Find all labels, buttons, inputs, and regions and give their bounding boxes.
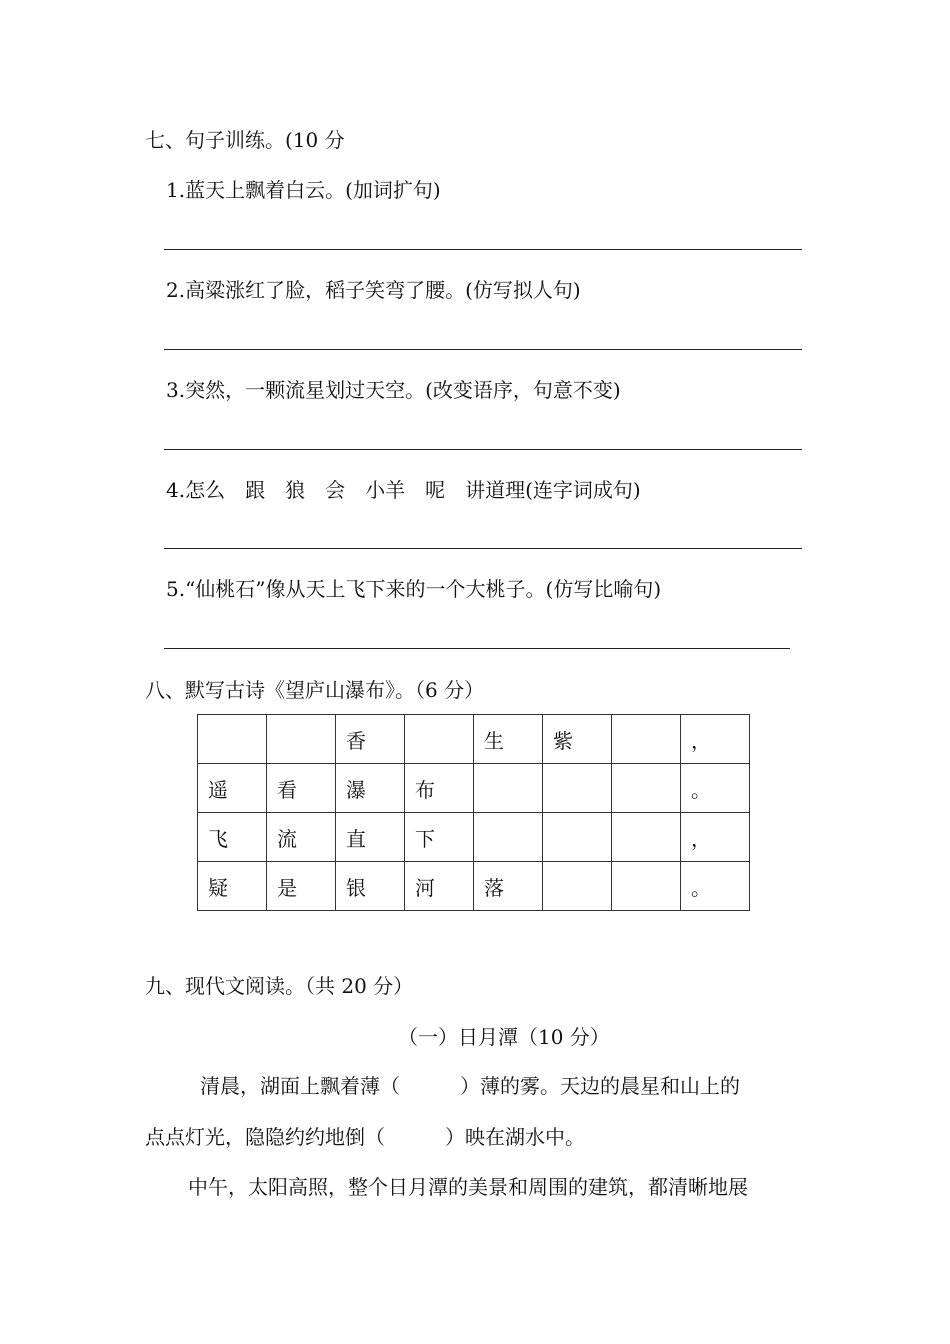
poem-cell: 银: [336, 862, 405, 911]
poem-cell: 直: [336, 813, 405, 862]
passage-paragraph-1-line-1: 清晨，湖面上飘着薄（ ）薄的雾。天边的晨星和山上的: [200, 1074, 740, 1098]
poem-cell: 是: [267, 862, 336, 911]
poem-cell[interactable]: [543, 764, 612, 813]
poem-cell[interactable]: [543, 813, 612, 862]
poem-cell: 遥: [198, 764, 267, 813]
poem-cell: 河: [405, 862, 474, 911]
passage-paragraph-2-line-1: 中午，太阳高照，整个日月潭的美景和周围的建筑，都清晰地展: [188, 1175, 748, 1199]
question-2: 2.高粱涨红了脸，稻子笑弯了腰。(仿写拟人句): [166, 278, 581, 302]
section-7-title: 七、句子训练。(10 分: [145, 128, 345, 152]
poem-cell[interactable]: [612, 715, 681, 764]
poem-cell[interactable]: [612, 862, 681, 911]
poem-cell: 紫: [543, 715, 612, 764]
poem-cell[interactable]: [267, 715, 336, 764]
poem-cell: 疑: [198, 862, 267, 911]
poem-cell: 飞: [198, 813, 267, 862]
poem-row: [198, 813, 750, 862]
poem-cell[interactable]: [474, 813, 543, 862]
poem-cell[interactable]: [612, 764, 681, 813]
poem-cell: 。: [681, 764, 750, 813]
poem-grid: [197, 714, 750, 911]
poem-cell[interactable]: [543, 862, 612, 911]
question-1: 1.蓝天上飘着白云。(加词扩句): [166, 178, 441, 202]
section-9-title: 九、现代文阅读。（共 20 分）: [145, 974, 414, 998]
poem-row: [198, 862, 750, 911]
answer-line-4[interactable]: [164, 548, 802, 549]
poem-cell: ，: [681, 715, 750, 764]
passage-paragraph-1-line-2: 点点灯光，隐隐约约地倒（ ）映在湖水中。: [145, 1125, 585, 1149]
poem-row: [198, 764, 750, 813]
poem-cell: 下: [405, 813, 474, 862]
answer-line-5[interactable]: [164, 648, 790, 649]
poem-cell: 瀑: [336, 764, 405, 813]
poem-cell[interactable]: [612, 813, 681, 862]
question-3: 3.突然，一颗流星划过天空。(改变语序，句意不变): [166, 378, 621, 402]
answer-line-2[interactable]: [164, 349, 802, 350]
question-5: 5.“仙桃石”像从天上飞下来的一个大桃子。(仿写比喻句): [166, 577, 662, 601]
poem-cell: 生: [474, 715, 543, 764]
poem-cell: 流: [267, 813, 336, 862]
poem-cell: ，: [681, 813, 750, 862]
question-4: 4.怎么 跟 狼 会 小羊 呢 讲道理(连字词成句): [166, 478, 641, 502]
poem-cell: 布: [405, 764, 474, 813]
poem-cell: 落: [474, 862, 543, 911]
poem-cell: 。: [681, 862, 750, 911]
poem-cell[interactable]: [474, 764, 543, 813]
section-8-title: 八、默写古诗《望庐山瀑布》。（6 分）: [145, 678, 485, 702]
poem-cell: 香: [336, 715, 405, 764]
poem-cell[interactable]: [198, 715, 267, 764]
poem-row: [198, 715, 750, 764]
passage-title: （一）日月潭（10 分）: [398, 1025, 610, 1049]
poem-cell[interactable]: [405, 715, 474, 764]
answer-line-1[interactable]: [164, 249, 802, 250]
answer-line-3[interactable]: [164, 449, 802, 450]
poem-cell: 看: [267, 764, 336, 813]
